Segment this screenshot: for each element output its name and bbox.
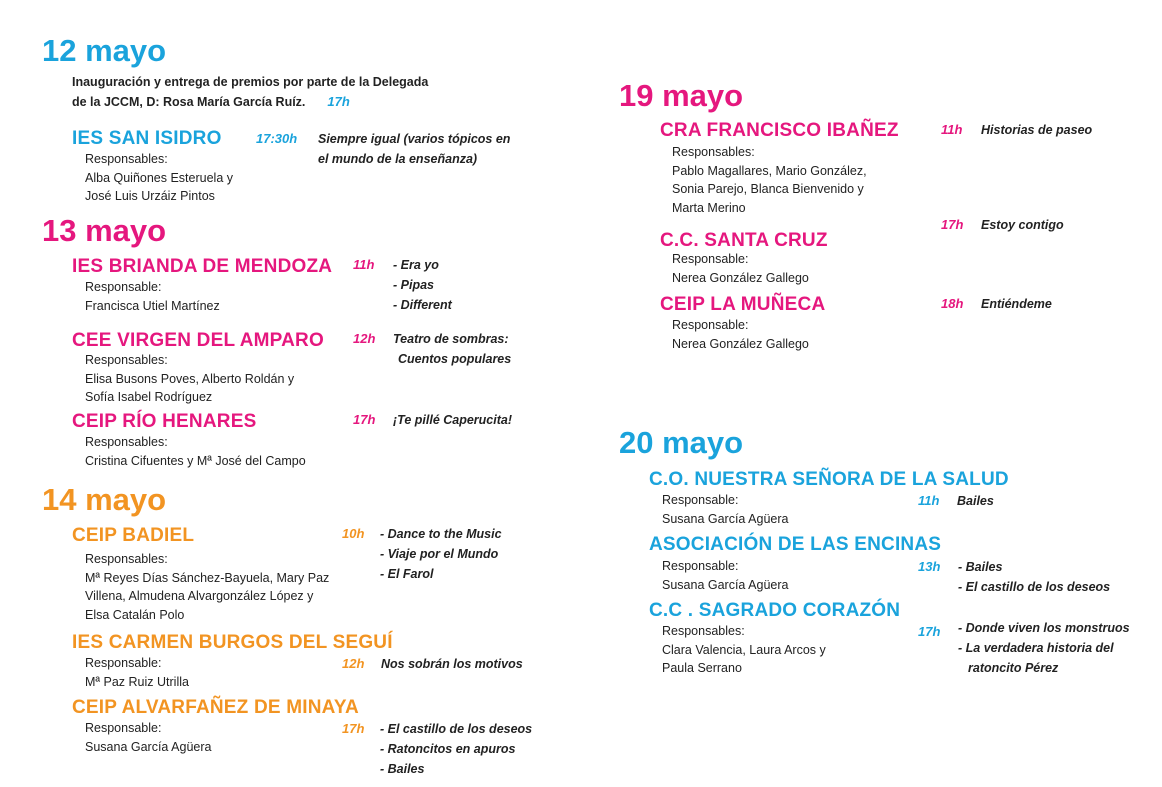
day-heading-19: 19 mayo	[619, 78, 744, 113]
time-co-nuestra-senora: 11h	[918, 493, 940, 508]
responsables-asociacion	[662, 557, 788, 594]
activities-ceip-rio-henares	[393, 410, 512, 430]
activity-line: Teatro de sombras:	[393, 332, 509, 346]
activity-line: - La verdadera historia del	[958, 641, 1114, 655]
responsables-label: Responsables:	[672, 145, 755, 159]
responsables-ies-carmen-burgos	[85, 654, 189, 691]
activity-line: - Pipas	[393, 278, 434, 292]
activities-sagrado-corazon	[958, 618, 1130, 678]
responsables-label: Responsable:	[85, 721, 162, 735]
time-ies-brianda: 11h	[353, 257, 375, 272]
activity-line: - Different	[393, 298, 452, 312]
day-heading-20: 20 mayo	[619, 425, 744, 460]
responsables-line: Clara Valencia, Laura Arcos y	[662, 642, 826, 657]
activity-line: el mundo de la enseñanza)	[318, 152, 478, 166]
time-ceip-badiel: 10h	[342, 526, 365, 541]
activities-asociacion	[958, 557, 1110, 597]
time-asociacion: 13h	[918, 559, 941, 574]
responsables-line: Susana García Agüera	[662, 511, 789, 526]
inauguration-line-1: Inauguración y entrega de premios por parte de la Delegada	[72, 75, 429, 89]
responsables-cra-francisco	[672, 143, 867, 217]
responsables-line: Villena, Almudena Alvargonzález López y	[85, 589, 314, 603]
inauguration-line-2-text: de la JCCM, D: Rosa María García Ruíz.	[72, 95, 306, 109]
responsables-co-nuestra-senora	[662, 491, 788, 528]
activity-line: - Bailes	[380, 762, 425, 776]
activity-line: Historias de paseo	[981, 123, 1093, 137]
activity-line: - Dance to the Music	[380, 527, 502, 541]
responsables-ceip-alvarfanez	[85, 719, 211, 756]
responsables-label: Responsables:	[85, 435, 168, 449]
activities-ies-san-isidro	[318, 129, 510, 169]
time-sagrado-corazon: 17h	[918, 624, 941, 639]
responsables-cee-virgen	[85, 351, 294, 407]
responsables-line: Mª Paz Ruiz Utrilla	[85, 674, 189, 689]
venue-asociacion-las-encinas: ASOCIACIÓN DE LAS ENCINAS	[649, 534, 942, 555]
time-ies-san-isidro: 17:30h	[256, 131, 298, 146]
responsables-ceip-badiel	[85, 550, 329, 624]
responsables-label: Responsables:	[85, 152, 168, 166]
venue-cra-francisco-ibanez: CRA FRANCISCO IBAÑEZ	[660, 120, 899, 141]
activity-line: - El castillo de los deseos	[380, 722, 533, 736]
responsables-label: Responsable:	[85, 656, 162, 670]
activities-ies-carmen-burgos	[381, 654, 523, 674]
responsables-line: José Luis Urzáiz Pintos	[85, 189, 215, 203]
responsables-line: Paula Serrano	[662, 661, 742, 675]
responsables-line: Sonia Parejo, Blanca Bienvenido y	[672, 182, 864, 196]
responsables-label: Responsable:	[662, 559, 739, 573]
responsables-label: Responsable:	[85, 280, 162, 294]
activity-line: - Viaje por el Mundo	[380, 547, 499, 561]
activities-cra-francisco-17h	[981, 215, 1064, 235]
inauguration-line-2	[72, 92, 428, 112]
responsables-line: Elisa Busons Poves, Alberto Roldán y	[85, 371, 295, 386]
activity-line: Estoy contigo	[981, 218, 1064, 232]
activity-line: Nos sobrán los motivos	[381, 657, 523, 671]
venue-co-nuestra-senora: C.O. NUESTRA SEÑORA DE LA SALUD	[649, 469, 1009, 490]
activity-line: - Bailes	[958, 560, 1003, 574]
responsables-label: Responsables:	[662, 624, 745, 638]
activities-ies-brianda	[393, 255, 452, 315]
inauguration-text	[72, 73, 428, 112]
responsables-line: Cristina Cifuentes y Mª José del Campo	[85, 453, 306, 468]
responsables-line: Francisca Utiel Martínez	[85, 298, 220, 313]
responsables-label: Responsables:	[85, 552, 168, 566]
responsables-label: Responsable:	[672, 252, 749, 266]
responsables-cc-santa-cruz	[672, 250, 809, 287]
day-heading-14: 14 mayo	[42, 482, 167, 517]
time-cra-francisco-11h: 11h	[941, 122, 963, 137]
responsables-line: Susana García Agüera	[662, 577, 789, 592]
activities-ceip-badiel	[380, 524, 502, 584]
venue-ceip-alvarfanez: CEIP ALVARFAÑEZ DE MINAYA	[72, 697, 359, 718]
time-ceip-rio-henares: 17h	[353, 412, 376, 427]
responsables-label: Responsable:	[662, 493, 739, 507]
activity-line: - Ratoncitos en apuros	[380, 742, 516, 756]
venue-ceip-la-muneca: CEIP LA MUÑECA	[660, 294, 826, 315]
activity-line: - El castillo de los deseos	[958, 580, 1111, 594]
responsables-sagrado-corazon	[662, 622, 826, 678]
activity-line: ¡Te pillé Caperucita!	[393, 413, 513, 427]
responsables-ies-san-isidro	[85, 150, 233, 206]
time-cee-virgen: 12h	[353, 331, 376, 346]
venue-cc-sagrado-corazon: C.C . SAGRADO CORAZÓN	[649, 600, 901, 621]
time-cra-francisco-17h: 17h	[941, 217, 964, 232]
activities-ceip-la-muneca	[981, 294, 1052, 314]
time-ceip-la-muneca: 18h	[941, 296, 964, 311]
venue-cc-santa-cruz: C.C. SANTA CRUZ	[660, 230, 828, 251]
responsables-line: Mª Reyes Días Sánchez-Bayuela, Mary Paz	[85, 570, 330, 585]
day-heading-12: 12 mayo	[42, 33, 167, 68]
responsables-label: Responsables:	[85, 353, 168, 367]
responsables-line: Nerea González Gallego	[672, 270, 809, 285]
responsables-line: Sofía Isabel Rodríguez	[85, 390, 213, 404]
activity-line: Siempre igual (varios tópicos en	[318, 132, 511, 146]
activities-cra-francisco-11h	[981, 120, 1092, 140]
activity-line: - Donde viven los monstruos	[958, 621, 1130, 635]
activity-line: - El Farol	[380, 567, 434, 581]
responsables-ceip-rio-henares	[85, 433, 306, 470]
responsables-line: Elsa Catalán Polo	[85, 607, 185, 622]
activities-ceip-alvarfanez	[380, 719, 532, 779]
responsables-ceip-la-muneca	[672, 316, 809, 353]
responsables-line: Pablo Magallares, Mario González,	[672, 163, 867, 178]
responsables-label: Responsable:	[672, 318, 749, 332]
activities-co-nuestra-senora	[957, 491, 994, 511]
inauguration-time: 17h	[327, 94, 350, 109]
venue-ceip-badiel: CEIP BADIEL	[72, 525, 195, 546]
day-heading-13: 13 mayo	[42, 213, 167, 248]
activity-line: Bailes	[957, 494, 994, 508]
activity-line: Entiéndeme	[981, 297, 1052, 311]
venue-ies-carmen-burgos: IES CARMEN BURGOS DEL SEGUÍ	[72, 632, 393, 653]
activity-line: ratoncito Pérez	[968, 661, 1059, 675]
responsables-line: Susana García Agüera	[85, 739, 212, 754]
venue-ies-san-isidro: IES SAN ISIDRO	[72, 128, 222, 149]
activities-cee-virgen	[393, 329, 511, 369]
venue-ies-brianda-de-mendoza: IES BRIANDA DE MENDOZA	[72, 256, 333, 277]
responsables-line: Alba Quiñones Esteruela y	[85, 170, 234, 185]
venue-ceip-rio-henares: CEIP RÍO HENARES	[72, 411, 257, 432]
activity-line: - Era yo	[393, 258, 439, 272]
activity-line: Cuentos populares	[398, 352, 512, 366]
responsables-ies-brianda	[85, 278, 220, 315]
venue-cee-virgen-del-amparo: CEE VIRGEN DEL AMPARO	[72, 330, 324, 351]
time-ceip-alvarfanez: 17h	[342, 721, 365, 736]
time-ies-carmen-burgos: 12h	[342, 656, 365, 671]
responsables-line: Marta Merino	[672, 200, 746, 215]
responsables-line: Nerea González Gallego	[672, 336, 809, 351]
